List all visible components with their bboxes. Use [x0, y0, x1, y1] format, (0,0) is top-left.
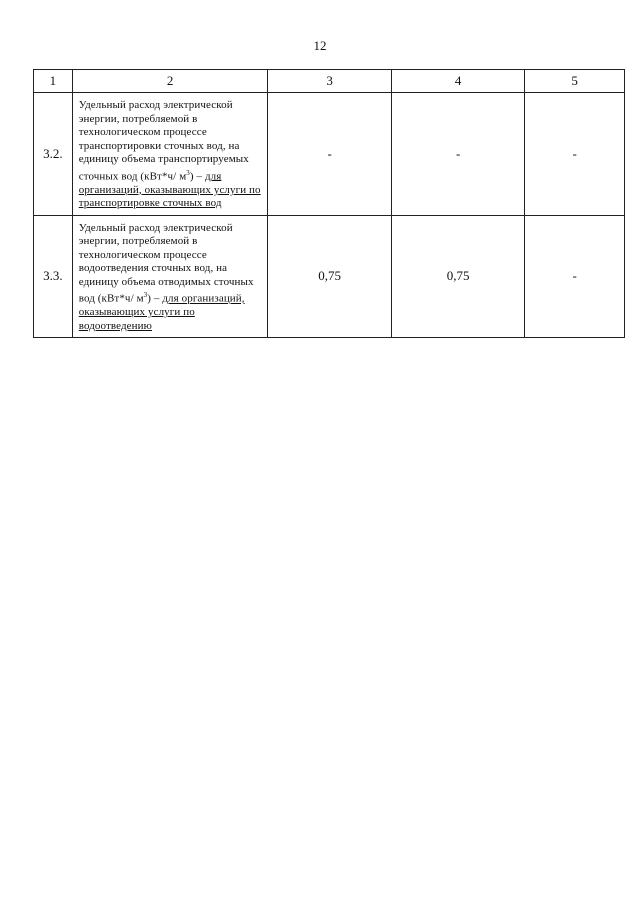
indicators-table [33, 69, 625, 338]
description-connector: ) – [189, 170, 205, 183]
header-col-3: 3 [268, 70, 392, 93]
description-underlined: для организаций, оказывающих услуги по транспортировке сточных вод [78, 170, 261, 210]
row-col-4: - [391, 93, 524, 216]
superscript: 3 [186, 168, 190, 177]
row-col-5: - [525, 93, 625, 216]
header-col-2: 2 [72, 70, 268, 93]
table-row [34, 215, 625, 338]
row-number: 3.3. [34, 215, 73, 338]
row-col-4: 0,75 [391, 215, 524, 338]
row-description [72, 93, 268, 216]
row-col-3: 0,75 [268, 215, 392, 338]
header-col-5: 5 [525, 70, 625, 93]
row-description [72, 215, 268, 338]
superscript: 3 [143, 291, 148, 300]
description-underlined: для организаций, оказывающих услуги по водоотведению [78, 292, 245, 332]
table-row [34, 93, 625, 216]
description-text: Удельный расход электрической энергии, потребляемой в технологическом процессе водоотведения сточных вод, на единицу объема отводимых сточных вод (кВт*ч/ м [78, 221, 254, 305]
header-col-4: 4 [391, 70, 524, 93]
page-number: 12 [313, 38, 327, 53]
header-col-1: 1 [34, 70, 73, 93]
description-connector: ) – [147, 292, 163, 305]
row-number: 3.2. [34, 93, 73, 216]
row-col-3: - [268, 93, 392, 216]
row-col-5: - [525, 215, 625, 338]
description-text: Удельный расход электрической энергии, потребляемой в технологическом процессе транспортировки сточных вод, на единицу объема транспортируемых сточных вод (кВт*ч/ м [78, 99, 249, 183]
table-header-row [34, 70, 625, 93]
